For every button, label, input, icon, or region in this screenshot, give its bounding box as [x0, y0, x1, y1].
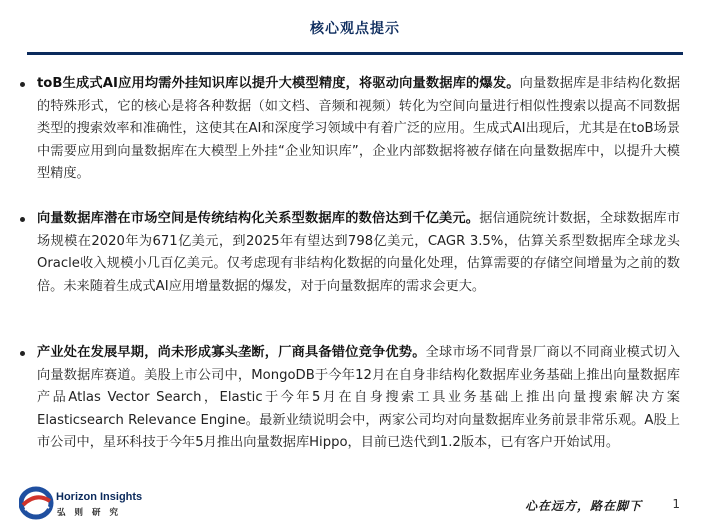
bullet-dot-icon — [20, 82, 25, 87]
bullet-dot-icon — [20, 217, 25, 222]
brand-name-cn: 弘则研究 — [57, 508, 128, 518]
bullet-text — [37, 73, 680, 186]
bullet-heading: toB生成式AI应用均需外挂知识库以提升大模型精度，将驱动向量数据库的爆发。 — [37, 76, 520, 91]
bullet-item — [20, 208, 680, 298]
bullet-text — [37, 208, 680, 298]
brand-name: Horizon Insights — [56, 491, 143, 503]
bullet-heading: 向量数据库潜在市场空间是传统结构化关系型数据库的数倍达到千亿美元。 — [37, 211, 480, 226]
title-divider — [27, 52, 683, 55]
page-title: 核心观点提示 — [310, 21, 400, 37]
bullet-dot-icon — [20, 351, 25, 356]
bullet-item — [20, 73, 680, 186]
footer-slogan: 心在远方，路在脚下 — [524, 499, 642, 513]
page-number: 1 — [672, 497, 680, 511]
bullet-heading: 产业处在发展早期，尚未形成寡头垄断，厂商具备错位竞争优势。 — [37, 345, 426, 360]
bullet-text — [37, 342, 680, 455]
bullet-body: 向量数据库是非结构化数据的特殊形式，它的核心是将各种数据（如文档、音频和视频）转化为空间向量进行相似性搜索以提高不同数据类型的搜索效率和准确性，这使其在AI和深度学习领域中有着广泛的应用。生成式AI出现后，尤其是在toB场景中需要应用到向量数据库在大模型上外挂“企业知识库”，企业内部数据将被存储在向量数据库中，以提升大模型精度。 — [37, 76, 681, 181]
bullet-body: 据信通院统计数据，全球数据库市场规模在2020年为671亿美元，到2025年有望达到798亿美元，CAGR 3.5%，估算关系型数据库全球龙头Oracle收入规模小几百亿美元。仅考虑现有非结构化数据的向量化处理，估算需要的存储空间增量为之前的数倍。未来随着生成式AI应用增量数据的爆发，对于向量数据库的需求会更大。 — [37, 211, 681, 294]
bullet-body: 全球市场不同背景厂商以不同商业模式切入向量数据库赛道。美股上市公司中，MongoDB于今年12月在自身非结构化数据库业务基础上推出向量数据库产品Atlas Vector Search，Elastic于今年5月在自身搜索工具业务基础上推出向量搜索解决方案Elasticsearch Relevance Engine。最新业绩说明会中，两家公司均对向量数据库业务前景非常乐观。A股上市公司中，星环科技于今年5月推出向量数据库Hippo，目前已迭代到1.2版本，已有客户开始试用。 — [37, 345, 681, 450]
bullet-item — [20, 342, 680, 455]
